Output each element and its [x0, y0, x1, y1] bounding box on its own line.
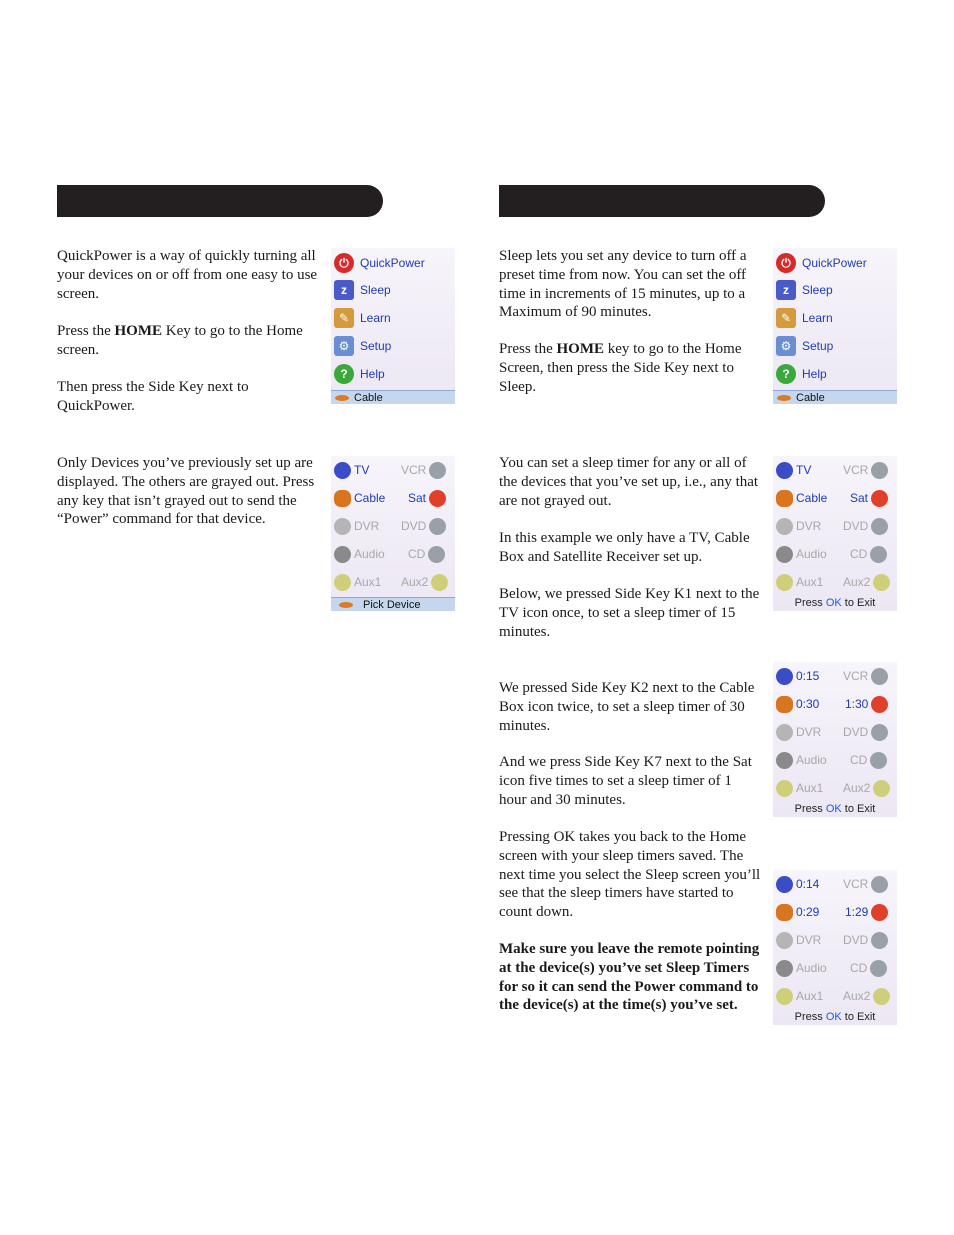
- vcr-icon: [871, 668, 888, 685]
- sleep-intro-paragraph: Sleep lets you set any device to turn off a preset time from now. You can set the off time in increments of 15 minutes, up to a Maximum of 90 minutes.: [499, 248, 747, 321]
- device-vcr: VCR: [843, 460, 888, 480]
- cable-icon: [777, 395, 791, 401]
- pick-device-footer: Pick Device: [331, 597, 455, 611]
- home-key-label: HOME: [114, 323, 162, 339]
- sleep-home-paragraph: Press the HOME key to go to the Home Screen, then press the Side Key next to Sleep.: [499, 341, 742, 395]
- setup-icon: ⚙: [334, 336, 354, 356]
- vcr-icon: [429, 462, 446, 479]
- cable-icon: [776, 904, 793, 921]
- device-dvr: DVR: [776, 516, 821, 536]
- sleep-screen-initial: [773, 456, 897, 611]
- device-dvr: DVR: [776, 930, 821, 950]
- device-aux1: Aux1: [776, 986, 823, 1006]
- menu-item-help[interactable]: ? Help: [776, 363, 827, 385]
- menu-item-setup[interactable]: ⚙ Setup: [776, 335, 833, 357]
- aux-icon: [776, 780, 793, 797]
- menu-item-help[interactable]: ? Help: [334, 363, 385, 385]
- quickpower-home-paragraph: Press the HOME Key to go to the Home screen.: [57, 323, 303, 358]
- aux-icon: [873, 988, 890, 1005]
- dvr-icon: [776, 518, 793, 535]
- device-dvd: DVD: [843, 516, 888, 536]
- menu-item-sleep[interactable]: z Sleep: [776, 279, 833, 301]
- aux-icon: [873, 780, 890, 797]
- sleep-warning-paragraph: Make sure you leave the remote pointing at the device(s) you’ve set Sleep Timers for so it can send the Power command to the device(s) at the time(s) you’ve set.: [499, 941, 760, 1014]
- device-audio: Audio: [776, 544, 827, 564]
- cable-icon: [776, 490, 793, 507]
- tv-icon: [776, 876, 793, 893]
- learn-icon: ✎: [776, 308, 796, 328]
- device-dvr: DVR: [334, 516, 379, 536]
- exit-hint: Press OK to Exit: [794, 803, 876, 815]
- device-tv-timer[interactable]: 0:15: [776, 666, 819, 686]
- menu-item-learn[interactable]: ✎ Learn: [334, 307, 391, 329]
- device-tv-timer[interactable]: 0:14: [776, 874, 819, 894]
- quickpower-intro-paragraph: QuickPower is a way of quickly turning all your devices on or off from one easy to use screen.: [57, 248, 318, 302]
- aux-icon: [776, 988, 793, 1005]
- device-audio: Audio: [776, 958, 827, 978]
- device-cd: CD: [850, 544, 887, 564]
- tv-icon: [776, 668, 793, 685]
- device-cd: CD: [850, 750, 887, 770]
- audio-icon: [776, 752, 793, 769]
- device-cable-timer[interactable]: 0:29: [776, 902, 819, 922]
- device-audio: Audio: [334, 544, 385, 564]
- satellite-icon: [871, 490, 888, 507]
- device-vcr: VCR: [843, 874, 888, 894]
- device-dvd: DVD: [401, 516, 446, 536]
- satellite-icon: [429, 490, 446, 507]
- exit-hint: Press OK to Exit: [794, 1011, 876, 1023]
- device-aux1: Aux1: [776, 778, 823, 798]
- cable-icon: [339, 602, 353, 608]
- home-key-label: HOME: [556, 341, 604, 357]
- device-tv[interactable]: TV: [334, 460, 369, 480]
- device-cable[interactable]: Cable: [334, 488, 385, 508]
- section-header-bar-left: [57, 185, 383, 217]
- sleep-k1-paragraph: Below, we pressed Side Key K1 next to the TV icon once, to set a sleep timer of 15 minutes.: [499, 586, 760, 640]
- satellite-icon: [871, 904, 888, 921]
- quickpower-sidekey-paragraph: Then press the Side Key next to QuickPower.: [57, 379, 249, 414]
- device-cable-timer[interactable]: 0:30: [776, 694, 819, 714]
- home-menu-screen-sleep: [773, 248, 897, 404]
- sleep-devices-paragraph: You can set a sleep timer for any or all of the devices that you’ve set up, i.e., any that are not grayed out.: [499, 455, 759, 509]
- device-cable[interactable]: Cable: [776, 488, 827, 508]
- dvr-icon: [776, 932, 793, 949]
- device-audio: Audio: [776, 750, 827, 770]
- device-aux2: Aux2: [401, 572, 448, 592]
- cable-icon: [335, 395, 349, 401]
- help-icon: ?: [334, 364, 354, 384]
- device-tv[interactable]: TV: [776, 460, 811, 480]
- dvr-icon: [334, 518, 351, 535]
- audio-icon: [776, 546, 793, 563]
- menu-item-quickpower[interactable]: ⏻ QuickPower: [776, 252, 867, 274]
- device-dvd: DVD: [843, 930, 888, 950]
- device-sat-timer[interactable]: 1:30: [845, 694, 888, 714]
- satellite-icon: [871, 696, 888, 713]
- device-sat-timer[interactable]: 1:29: [845, 902, 888, 922]
- help-icon: ?: [776, 364, 796, 384]
- device-pick-screen: [331, 456, 455, 611]
- sleep-k7-paragraph: And we press Side Key K7 next to the Sat icon five times to set a sleep timer of 1 hour and 30 minutes.: [499, 754, 752, 808]
- quickpower-devices-paragraph: Only Devices you’ve previously set up are displayed. The others are grayed out. Press any key that isn’t grayed out to send the “Power” command for that device.: [57, 455, 315, 528]
- dvd-icon: [871, 724, 888, 741]
- cd-icon: [428, 546, 445, 563]
- sleep-screen-timers-set: [773, 662, 897, 817]
- section-header-bar-right: [499, 185, 825, 217]
- cable-icon: [776, 696, 793, 713]
- cd-icon: [870, 752, 887, 769]
- aux-icon: [776, 574, 793, 591]
- sleep-k2-paragraph: We pressed Side Key K2 next to the Cable Box icon twice, to set a sleep timer of 30 minutes.: [499, 680, 755, 734]
- sleep-example-paragraph: In this example we only have a TV, Cable Box and Satellite Receiver set up.: [499, 530, 750, 565]
- device-cd: CD: [850, 958, 887, 978]
- sleep-screen-countdown: [773, 870, 897, 1025]
- menu-item-quickpower[interactable]: ⏻ QuickPower: [334, 252, 425, 274]
- device-aux2: Aux2: [843, 778, 890, 798]
- device-dvd: DVD: [843, 722, 888, 742]
- device-aux1: Aux1: [776, 572, 823, 592]
- aux-icon: [873, 574, 890, 591]
- exit-hint: Press OK to Exit: [794, 597, 876, 609]
- dvd-icon: [871, 518, 888, 535]
- dvr-icon: [776, 724, 793, 741]
- device-dvr: DVR: [776, 722, 821, 742]
- audio-icon: [776, 960, 793, 977]
- aux-icon: [334, 574, 351, 591]
- current-device-footer: Cable: [331, 390, 455, 404]
- device-cd: CD: [408, 544, 445, 564]
- power-icon: ⏻: [334, 253, 354, 273]
- dvd-icon: [871, 932, 888, 949]
- tv-icon: [334, 462, 351, 479]
- device-sat[interactable]: Sat: [408, 488, 446, 508]
- home-menu-screen: [331, 248, 455, 404]
- device-aux2: Aux2: [843, 986, 890, 1006]
- cd-icon: [870, 960, 887, 977]
- dvd-icon: [429, 518, 446, 535]
- setup-icon: ⚙: [776, 336, 796, 356]
- audio-icon: [334, 546, 351, 563]
- device-aux2: Aux2: [843, 572, 890, 592]
- learn-icon: ✎: [334, 308, 354, 328]
- current-device-footer: Cable: [773, 390, 897, 404]
- device-vcr: VCR: [401, 460, 446, 480]
- cable-icon: [334, 490, 351, 507]
- vcr-icon: [871, 462, 888, 479]
- vcr-icon: [871, 876, 888, 893]
- tv-icon: [776, 462, 793, 479]
- menu-item-setup[interactable]: ⚙ Setup: [334, 335, 391, 357]
- cd-icon: [870, 546, 887, 563]
- menu-item-learn[interactable]: ✎ Learn: [776, 307, 833, 329]
- sleep-icon: z: [334, 280, 354, 300]
- aux-icon: [431, 574, 448, 591]
- menu-item-sleep[interactable]: z Sleep: [334, 279, 391, 301]
- device-sat[interactable]: Sat: [850, 488, 888, 508]
- device-vcr: VCR: [843, 666, 888, 686]
- device-aux1: Aux1: [334, 572, 381, 592]
- sleep-icon: z: [776, 280, 796, 300]
- sleep-ok-paragraph: Pressing OK takes you back to the Home screen with your sleep timers saved. The next time you select the Sleep screen you’ll see that the sleep timers have started to count down.: [499, 829, 761, 921]
- power-icon: ⏻: [776, 253, 796, 273]
